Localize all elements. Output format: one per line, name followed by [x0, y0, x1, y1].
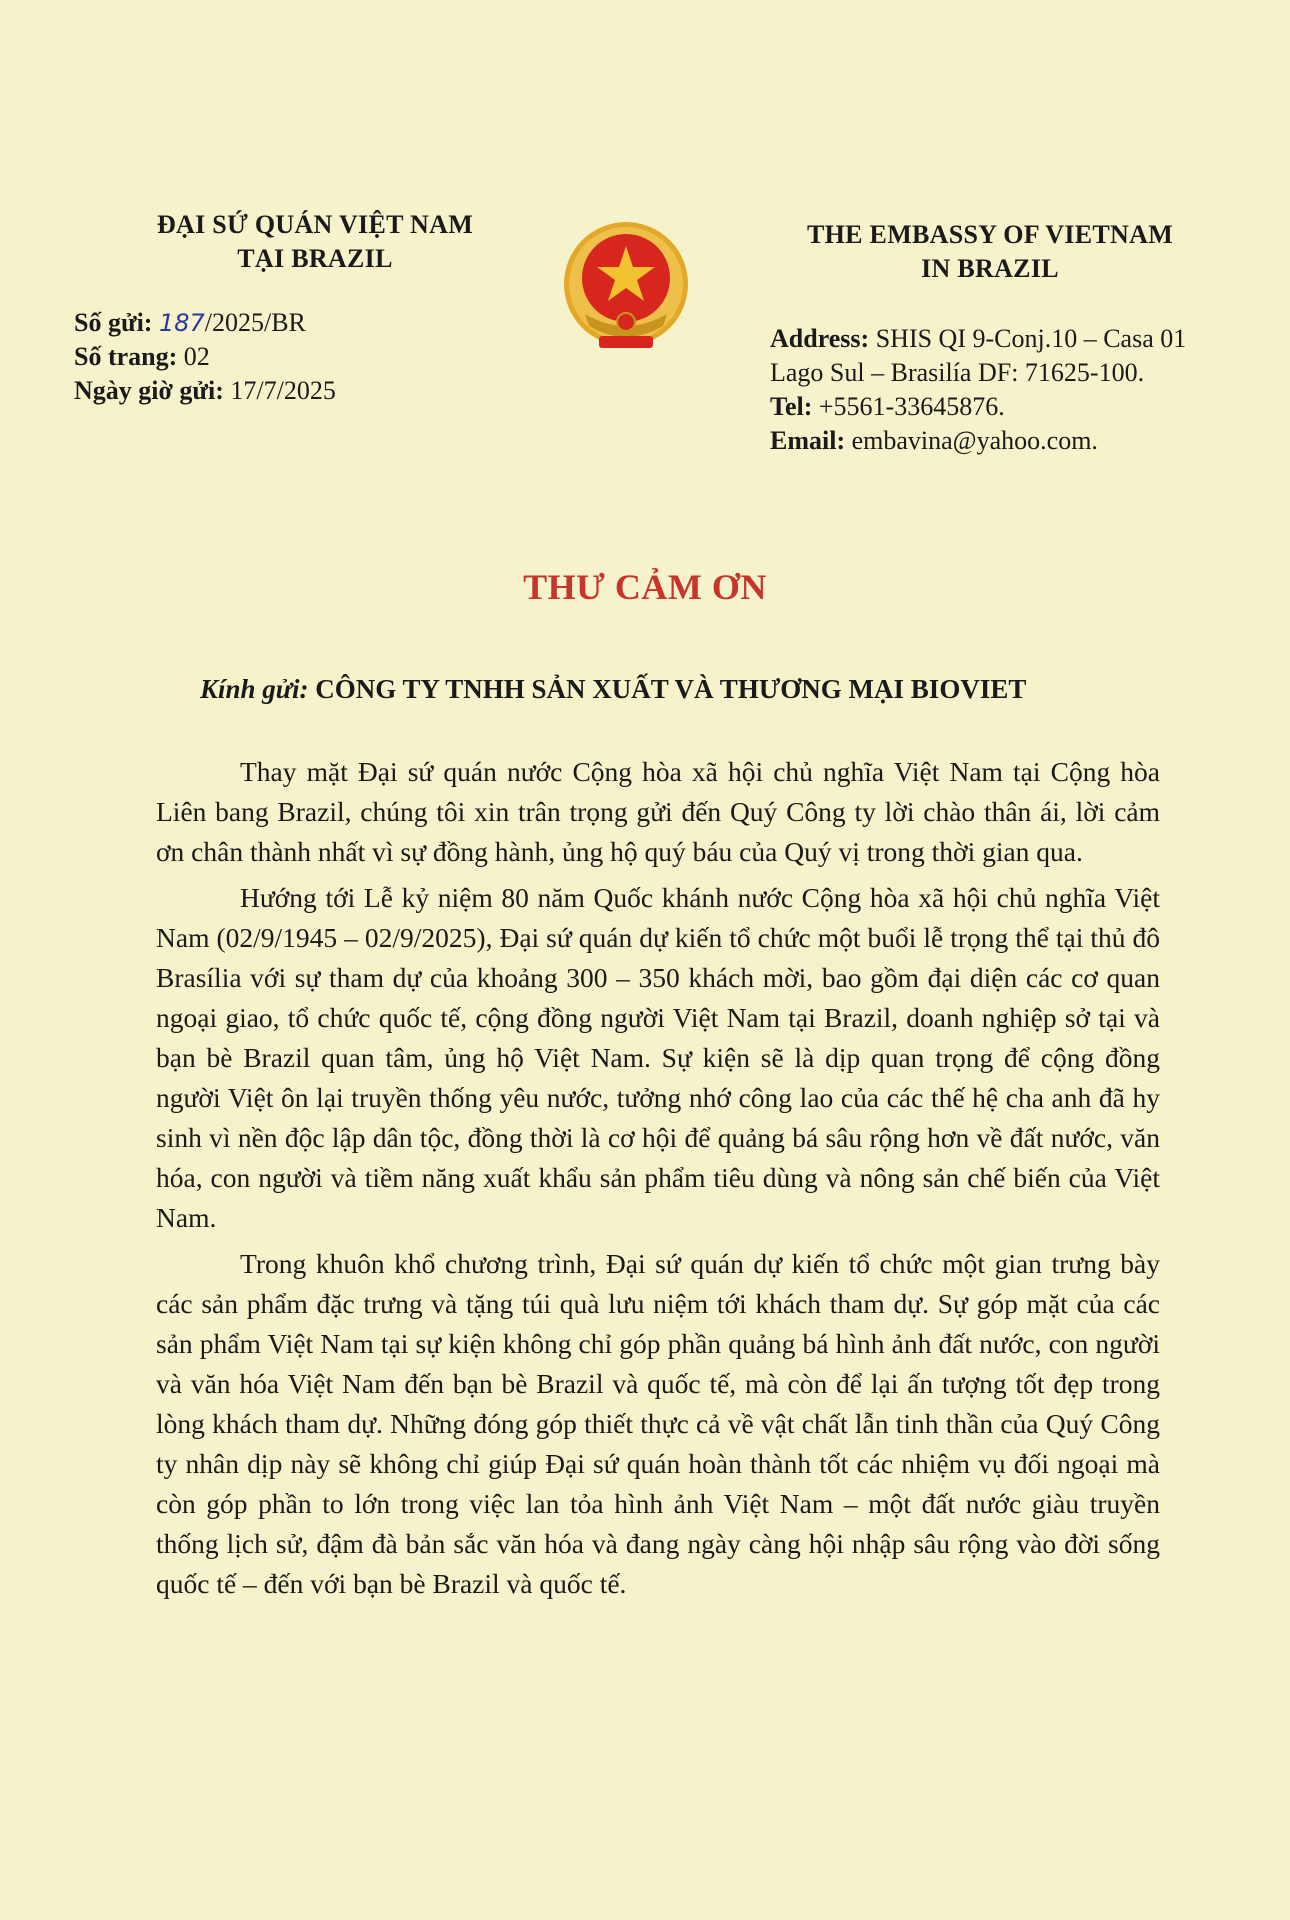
email-label: Email: [770, 426, 846, 455]
so-gui-label: Số gửi: [74, 308, 153, 337]
so-trang-value: 02 [183, 342, 210, 371]
body-paragraph-3: Trong khuôn khổ chương trình, Đại sứ quán dự kiến tổ chức một gian trưng bày các sản phẩm đặc trưng và tặng túi quà lưu niệm tới khách tham dự. Sự góp mặt của các sản phẩm Việt Nam tại sự kiện không chỉ góp phần quảng bá hình ảnh đất nước, con người và văn hóa Việt Nam đến bạn bè Brazil và quốc tế, mà còn để lại ấn tượng tốt đẹp trong lòng khách tham dự. Những đóng góp thiết thực cả về vật chất lẫn tinh thần của Quý Công ty nhân dịp này sẽ không chỉ giúp Đại sứ quán hoàn thành tốt các nhiệm vụ đối ngoại mà còn góp phần to lớn trong việc lan tỏa hình ảnh Việt Nam – một đất nước giàu truyền thống lịch sử, đậm đà bản sắc văn hóa và đang ngày càng hội nhập sâu rộng vào đời sống quốc tế – đến với bạn bè Brazil và quốc tế. [156, 1248, 1160, 1599]
body-paragraph-2: Hướng tới Lễ kỷ niệm 80 năm Quốc khánh nước Cộng hòa xã hội chủ nghĩa Việt Nam (02/9/1945 – 02/9/2025), Đại sứ quán dự kiến tổ chức một buổi lễ trọng thể tại thủ đô Brasília với sự tham dự của khoảng 300 – 350 khách mời, bao gồm đại diện các cơ quan ngoại giao, tổ chức quốc tế, cộng đồng người Việt Nam tại Brazil, doanh nghiệp sở tại và bạn bè Brazil quan tâm, ủng hộ Việt Nam. Sự kiện sẽ là dịp quan trọng để cộng đồng người Việt ôn lại truyền thống yêu nước, tưởng nhớ công lao của các thế hệ cha anh đã hy sinh vì nền độc lập dân tộc, đồng thời là cơ hội để quảng bá sâu rộng hơn về đất nước, văn hóa, con người và tiềm năng xuất khẩu sản phẩm tiêu dùng và nông sản chế biến của Việt Nam. [156, 882, 1160, 1233]
letter-title: THƯ CẢM ƠN [523, 567, 767, 607]
contact-block [770, 322, 1270, 458]
address-line1: SHIS QI 9-Conj.10 – Casa 01 [875, 324, 1187, 353]
sender-org-en-line2: IN BRAZIL [921, 254, 1059, 283]
email-row [770, 424, 1270, 458]
sender-org-vn-line2: TẠI BRAZIL [237, 244, 393, 273]
tel-value: +5561-33645876. [818, 392, 1005, 421]
email-value: embavina@yahoo.com. [851, 426, 1098, 455]
address-label: Address: [770, 324, 870, 353]
vietnam-national-emblem-icon [555, 218, 697, 360]
ngay-gio-gui-label: Ngày giờ gửi: [74, 376, 224, 405]
sender-org-vn-line1: ĐẠI SỨ QUÁN VIỆT NAM [156, 210, 474, 239]
ngay-gio-gui-value: 17/7/2025 [230, 376, 336, 405]
tel-row [770, 390, 1270, 424]
recipient-label: Kính gửi: [200, 674, 309, 704]
letter-body [156, 752, 1160, 1610]
recipient-line [200, 674, 1026, 705]
so-trang-label: Số trang: [74, 342, 178, 371]
so-trang-row [74, 340, 570, 374]
sender-org-vn [60, 208, 570, 276]
sender-header-vn [60, 208, 570, 408]
address-line2: Lago Sul – Brasilía DF: 71625-100. [770, 358, 1145, 387]
sender-org-en [770, 218, 1210, 286]
sender-header-en [770, 218, 1270, 458]
so-gui-row [74, 306, 570, 340]
so-gui-handwritten-number: 187 [158, 309, 205, 337]
body-paragraph-1: Thay mặt Đại sứ quán nước Cộng hòa xã hội chủ nghĩa Việt Nam tại Cộng hòa Liên bang Brazil, chúng tôi xin trân trọng gửi đến Quý Công ty lời chào thân ái, lời cảm ơn chân thành nhất vì sự đồng hành, ủng hộ quý báu của Quý vị trong thời gian qua. [156, 756, 1160, 867]
ngay-gio-gui-row [74, 374, 570, 408]
document-meta [74, 306, 570, 408]
tel-label: Tel: [770, 392, 813, 421]
sender-org-en-line1: THE EMBASSY OF VIETNAM [806, 220, 1174, 249]
recipient-name: CÔNG TY TNHH SẢN XUẤT VÀ THƯƠNG MẠI BIOVIET [315, 674, 1027, 704]
so-gui-suffix: /2025/BR [204, 308, 306, 337]
address-row [770, 322, 1270, 356]
